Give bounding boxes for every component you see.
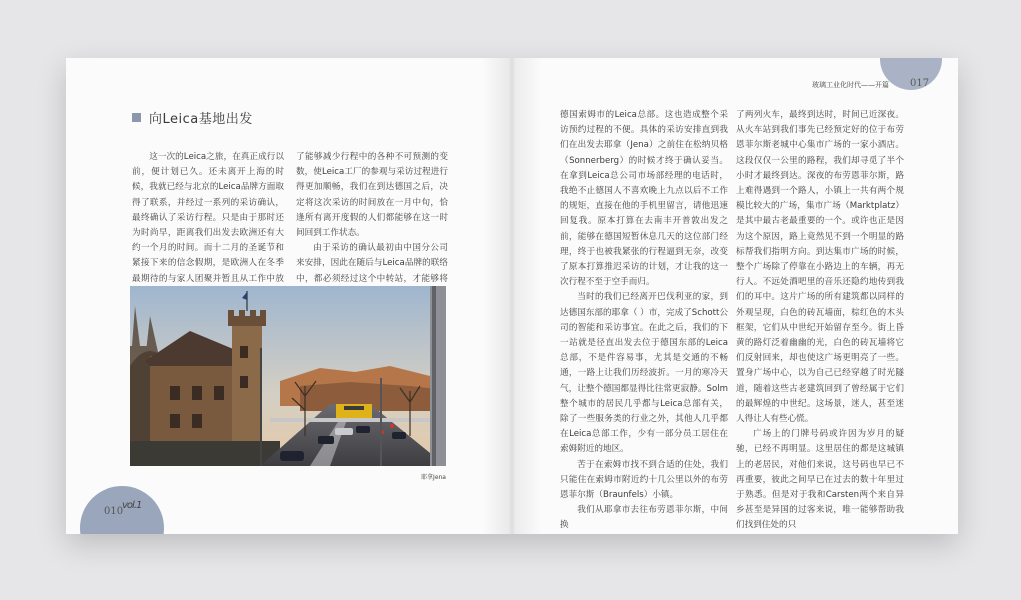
paragraph: 了两列火车，最终到达时，时间已近深夜。从火车站到我们事先已经预定好的位于布劳恩菲尔斯老城中心集市广场的一家小酒店。这段仅仅一公里的路程，我们却寻觅了半个小时才最终到达。深夜的布劳恩菲尔斯，路上难得遇到一个路人，小镇上一共有两个规模比较大的广场，集市广场（Marktplatz）是其中最古老最重要的一个。或许也正是因为这个原因，路上竟然见不到一个明显的路标帮我们指明方向。到达集市广场的时候，整个广场除了停靠在小路边上的车辆，再无行人。不远处酒吧里的音乐还隐约地传到我们的耳中。这片广场的所有建筑都以同样的外观呈现，白色的砖瓦墙面，棕红色的木头框架，它们从中世纪开始留存至今。街上昏黄的路灯泛着幽幽的光，白色的砖瓦墙将它们反射回来，却也使这广场更明亮了一些。置身广场中心，以为自己已经穿越了时光隧道，随着这些古老建筑回到了曾经属于它们的最辉煌的中世纪。这场景，迷人，甚至迷人得让人有些心慌。 bbox=[736, 110, 904, 425]
right-column-1 bbox=[560, 108, 728, 534]
page-number: 017 bbox=[910, 78, 930, 89]
paragraph: 我们从耶拿市去往布劳恩菲尔斯，中间换 bbox=[560, 505, 728, 531]
page-number: 010 bbox=[104, 506, 124, 517]
paragraph: 德国索姆市的Leica总部。这也造成整个采访预约过程的不便。具体的采访安排直到我们在出发去耶拿（Jena）之前住在松纳贝格（Sonnerberg）的时候才终于确认妥当。在拿到Leica总公司市场部经理的电话时，我绝不止德国人不喜欢晚上九点以后不工作的规矩，直接在他的手机里留言，请他迅速回复我。原本打算在去南丰开普敦出发之前，能够在德国短暂休息几天的这位部门经理，终于也被我紧张的行程逼到无奈，改变了原本打算推迟采访的计划，才让我的这一次行程不至于空手而归。 bbox=[560, 110, 728, 288]
paragraph: 这一次的Leica之旅，在真正成行以前，便计划已久。还未离开上海的时候，我就已经与北京的Leica品牌方面取得了联系，并经过一系列的采访确认，最终确认了采访行程。只是由于那时还为时尚早，距离我们出发去欧洲还有大约一个月的时间。而十二月的圣诞节和紧接下来的信念假期，是欧洲人在冬季最期待的与家人团聚并暂且从工作中放 bbox=[132, 152, 284, 284]
right-column-2 bbox=[736, 108, 904, 534]
section-heading bbox=[132, 108, 253, 127]
paragraph: 广场上的门牌号码或许因为岁月的疑驰，已经不再明显。这里居住的都是这城镇上的老居民，对他们来说，这号码也早已不再重要，彼此之间早已在过去的数十年里过于熟悉。但是对于我和Carsten两个来自异乡甚至是异国的过客来说，唯一能够帮助我们找到住处的只 bbox=[736, 429, 904, 531]
section-heading-text: 向Leica基地出发 bbox=[149, 112, 253, 127]
left-column-2 bbox=[296, 150, 448, 302]
series-logo: vol.1 bbox=[122, 500, 142, 511]
left-page bbox=[66, 58, 512, 534]
jena-street-photo bbox=[130, 286, 446, 466]
right-page bbox=[512, 58, 958, 534]
paragraph: 了能够减少行程中的各种不可预测的变数，使Leica工厂的参观与采访过程进行得更加顺畅，我们在到达德国之后，决定将这次采访的时间放在一月中旬，恰逢所有离开度假的人们都能够在这一时间回到工作状态。 bbox=[296, 152, 448, 239]
paragraph: 苦于在索姆市找不到合适的住处，我们只能住在索姆市附近约十几公里以外的布劳恩菲尔斯（Braunfels）小镇。 bbox=[560, 459, 728, 501]
photo-caption: 耶拿Jena bbox=[421, 474, 446, 481]
book-spread bbox=[66, 58, 958, 534]
running-head: 玻璃工业化时代——开篇 bbox=[812, 81, 889, 89]
heading-marker bbox=[132, 113, 141, 122]
jena-photo-illustration bbox=[130, 286, 446, 466]
left-column-1 bbox=[132, 150, 284, 302]
paragraph: 当时的我们已经离开巴伐利亚的家，到达德国东部的耶拿（ ）市，完成了Schott公司的智能和采访事宜。在此之后，我们的下一站就是径直出发去位于德国东部的Leica总部，不是件容易事，尤其是交通的不畅通，一路上让我们历经波折。一月的寒冷天气，让整个德国都显得比往常更寂静。Solm整个城市的居民几乎都与Leica总部有关，除了一些服务类的行业之外，其他人几乎都在Leica总部工作，少有一部分员工居住在索姆附近的地区。 bbox=[560, 292, 728, 455]
paragraph: 由于采访的确认最初由中国分公司来安排，因此在随后与Leica品牌的联络中，都必须经过这个中转站，才能够将 bbox=[296, 243, 448, 284]
